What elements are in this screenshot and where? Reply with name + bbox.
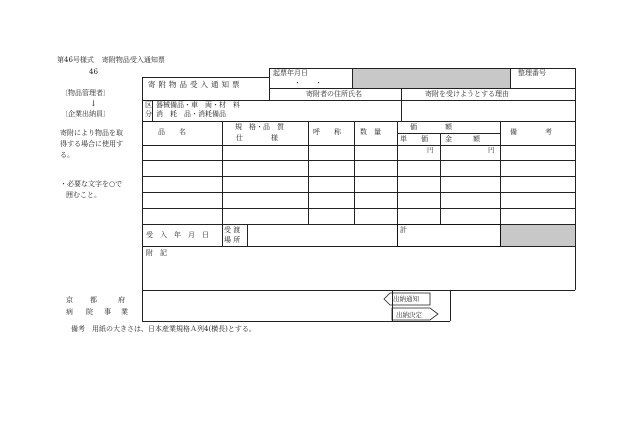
reason-label: 寄附を受けようとする理由 (425, 90, 509, 98)
col-unit-price: 単 価 (400, 135, 428, 143)
shaded-cell (500, 224, 575, 246)
note-1-line-3: る。 (60, 151, 74, 159)
org-char: 院 (86, 308, 93, 316)
category-line-2: 消 耗 品・消耗備品 (156, 110, 226, 118)
col-name: 品 名 (158, 128, 186, 136)
header-title: 寄附物品受入通知票 (148, 80, 243, 89)
category-label: 区 (145, 101, 152, 109)
note-1-line-1: 寄附により物品を取 (60, 129, 123, 137)
yen-amount: 円 (488, 146, 495, 154)
yen-unit: 円 (427, 146, 434, 154)
category-line-1: 器械備品・車 両・材 料 (156, 101, 240, 109)
org-char: 京 (66, 296, 73, 304)
delivery-place: 受 渡 (224, 226, 241, 234)
receive-label: 受 入 (146, 231, 167, 239)
date-label: 起票年月日 (273, 69, 308, 77)
col-unit: 呼 称 (313, 128, 341, 136)
total-box (397, 224, 501, 247)
col-remarks: 備 考 (510, 128, 552, 136)
note-2-line-1: ・必要な文字を○で (60, 180, 123, 188)
org-char: 事 (104, 308, 111, 316)
col-spec-2: 仕 様 (236, 134, 278, 142)
accountant-label: 〔企業出納員〕 (61, 110, 110, 118)
form-number: 46 (89, 68, 98, 76)
notice-stamp: 出納通知 (393, 295, 419, 303)
date-dots: ・ ・ (294, 79, 322, 87)
col-price: 価 額 (410, 123, 452, 131)
delivery-place-2: 場 所 (224, 236, 241, 244)
total-label: 計 (400, 226, 407, 234)
ref-number-label: 整理番号 (518, 69, 546, 77)
category-label: 分 (145, 110, 152, 118)
col-spec: 規 格・品 質 (235, 123, 284, 131)
form-code: 第46号様式 寄附物品受入通知票 (57, 56, 165, 64)
note-2-line-2: 囲むこと。 (66, 191, 101, 199)
down-arrow-icon: ↓ (90, 99, 97, 108)
org-char: 都 (90, 296, 97, 304)
col-amount: 金 額 (445, 135, 480, 143)
org-char: 病 (66, 308, 73, 316)
footer-note: 備考 用紙の大きさは、日本産業規格Ａ列4(横長)とする。 (71, 325, 256, 333)
org-char: 府 (118, 296, 125, 304)
form-title: 寄附物品受入通知票 (101, 56, 165, 64)
donor-label: 寄附者の住所氏名 (306, 90, 362, 98)
org-char: 業 (121, 308, 128, 316)
shaded-cell (352, 68, 510, 88)
manager-label: 〔物品管理者〕 (61, 89, 110, 97)
remarks-label: 附 記 (146, 249, 167, 257)
receive-date: 年 月 日 (174, 231, 209, 239)
note-1-line-2: 得する場合に使用す (60, 140, 123, 148)
decision-stamp: 出納決定 (396, 311, 422, 319)
col-qty: 数 量 (360, 128, 381, 136)
